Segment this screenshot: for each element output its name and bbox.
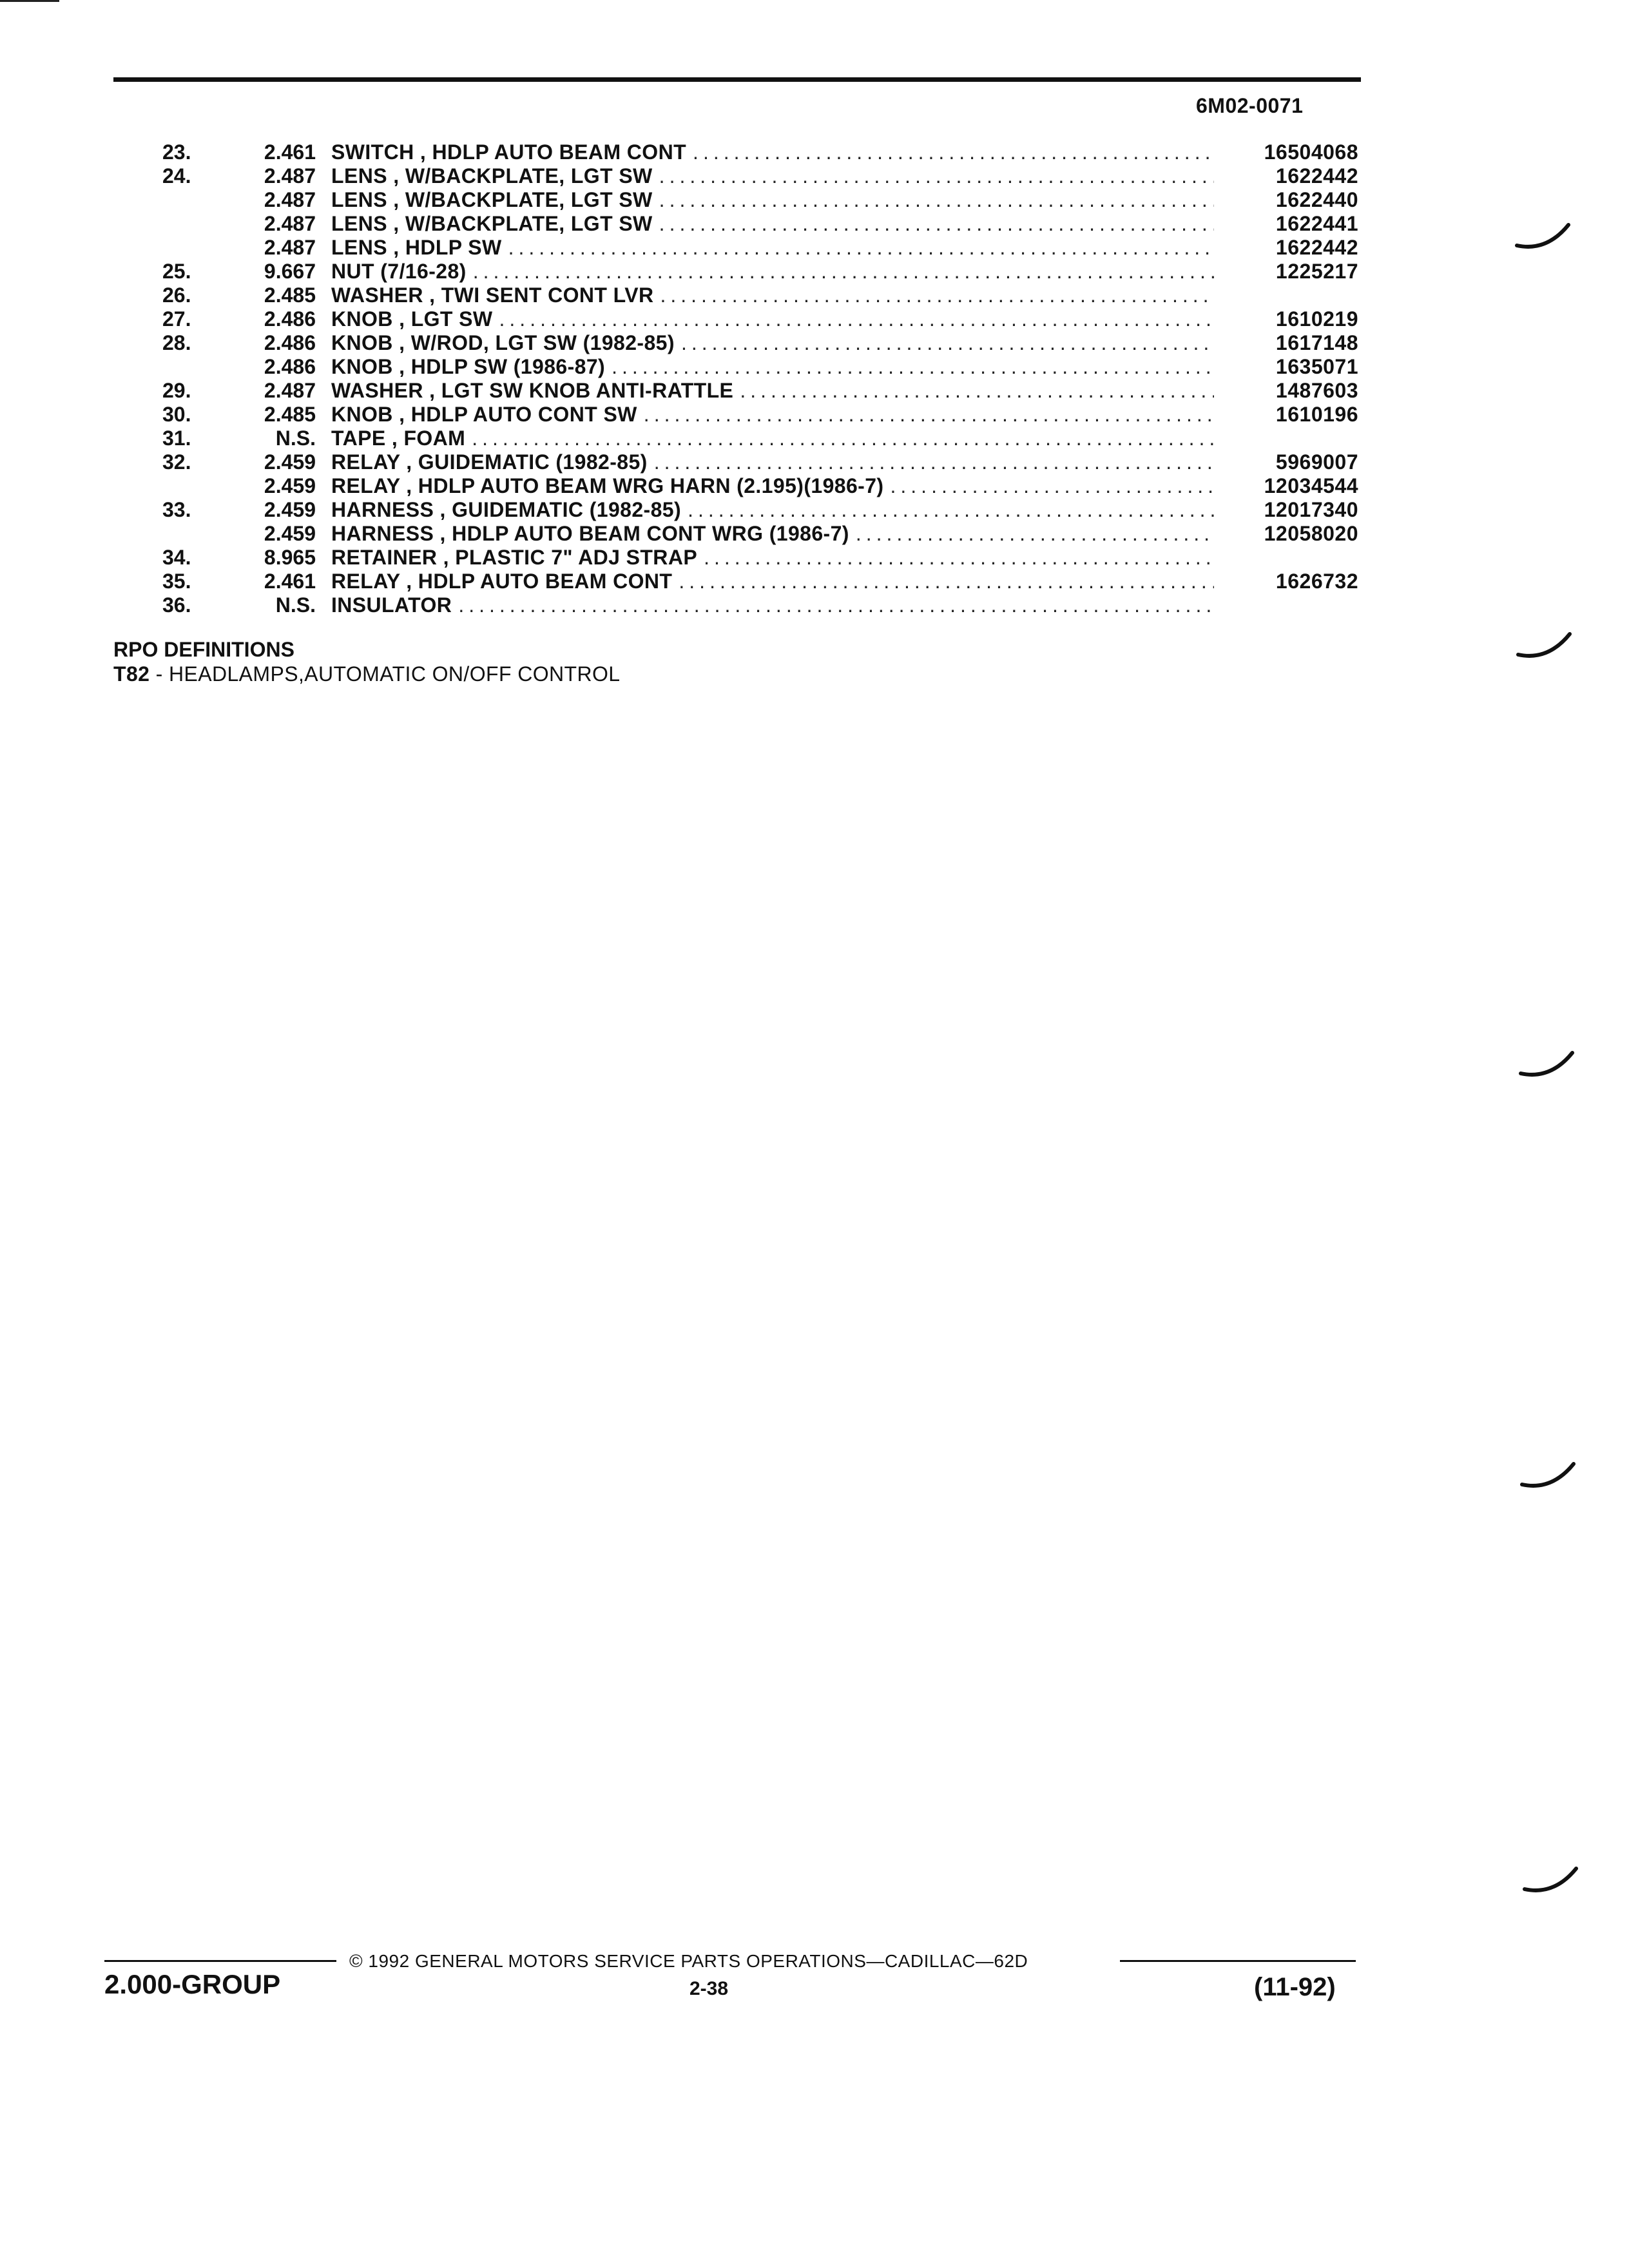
description-leader <box>331 284 1214 307</box>
part-number: 1622442 <box>1275 236 1358 259</box>
part-description: WASHER , TWI SENT CONT LVR <box>331 284 654 307</box>
description-leader <box>331 570 1214 593</box>
top-rule <box>113 77 1361 82</box>
part-row <box>0 522 1629 546</box>
illustration-ref: 8.965 <box>264 546 316 569</box>
part-description: KNOB , LGT SW <box>331 307 493 331</box>
illustration-ref: 2.461 <box>264 140 316 164</box>
part-description: SWITCH , HDLP AUTO BEAM CONT <box>331 140 687 164</box>
binder-tick-mark <box>1514 222 1572 251</box>
description-leader <box>331 307 1214 331</box>
part-row <box>0 307 1629 331</box>
item-number: 32. <box>162 450 191 474</box>
binder-tick-mark <box>1522 1866 1580 1894</box>
part-number: 12017340 <box>1264 498 1358 521</box>
rpo-definition <box>113 662 620 686</box>
part-row <box>0 331 1629 355</box>
part-description: HARNESS , HDLP AUTO BEAM CONT WRG (1986-7) <box>331 522 849 545</box>
footer-rule-left <box>104 1960 336 1962</box>
part-description: LENS , W/BACKPLATE, LGT SW <box>331 212 653 235</box>
part-row <box>0 212 1629 236</box>
description-leader <box>331 522 1214 546</box>
illustration-ref: 2.485 <box>264 403 316 426</box>
illustration-ref: 2.461 <box>264 570 316 593</box>
item-number: 34. <box>162 546 191 569</box>
part-row <box>0 546 1629 570</box>
part-number: 1622442 <box>1275 164 1358 187</box>
item-number: 23. <box>162 140 191 164</box>
part-row <box>0 593 1629 617</box>
part-description: WASHER , LGT SW KNOB ANTI-RATTLE <box>331 379 734 402</box>
part-row <box>0 355 1629 379</box>
illustration-ref: 9.667 <box>264 260 316 283</box>
illustration-ref: 2.486 <box>264 307 316 331</box>
illustration-ref: 2.487 <box>264 212 316 235</box>
part-row <box>0 164 1629 188</box>
part-row <box>0 236 1629 260</box>
description-leader <box>331 164 1214 188</box>
page-number: 2-38 <box>689 1978 729 1999</box>
part-row <box>0 188 1629 212</box>
part-row <box>0 260 1629 284</box>
part-number: 1617148 <box>1275 331 1358 354</box>
part-number: 1622441 <box>1275 212 1358 235</box>
description-leader <box>331 188 1214 212</box>
part-number: 1487603 <box>1275 379 1358 402</box>
part-row <box>0 403 1629 427</box>
part-row <box>0 450 1629 474</box>
part-description: NUT (7/16-28) <box>331 260 467 283</box>
part-description: LENS , W/BACKPLATE, LGT SW <box>331 188 653 211</box>
binder-tick-mark <box>1516 631 1574 660</box>
part-number: 1225217 <box>1275 260 1358 283</box>
illustration-ref: 2.459 <box>264 522 316 545</box>
rpo-code: T82 <box>113 662 150 686</box>
part-number: 1610196 <box>1275 403 1358 426</box>
description-leader <box>331 379 1214 403</box>
item-number: 31. <box>162 427 191 450</box>
part-row <box>0 379 1629 403</box>
part-row <box>0 284 1629 307</box>
part-description: HARNESS , GUIDEMATIC (1982-85) <box>331 498 682 521</box>
part-row <box>0 570 1629 593</box>
part-number: 16504068 <box>1264 140 1358 164</box>
illustration-ref: 2.459 <box>264 474 316 497</box>
description-leader <box>331 546 1214 570</box>
item-number: 25. <box>162 260 191 283</box>
illustration-ref: 2.459 <box>264 450 316 474</box>
illustration-ref: 2.485 <box>264 284 316 307</box>
parts-list <box>0 140 1629 617</box>
item-number: 28. <box>162 331 191 354</box>
item-number: 26. <box>162 284 191 307</box>
illustration-ref: 2.487 <box>264 164 316 187</box>
illustration-ref: 2.486 <box>264 331 316 354</box>
part-description: LENS , W/BACKPLATE, LGT SW <box>331 164 653 187</box>
illustration-ref: 2.487 <box>264 188 316 211</box>
illustration-ref: 2.486 <box>264 355 316 378</box>
part-description: RETAINER , PLASTIC 7" ADJ STRAP <box>331 546 698 569</box>
illustration-ref: N.S. <box>275 593 316 617</box>
part-number: 12058020 <box>1264 522 1358 545</box>
revision-date: (11-92) <box>1254 1973 1336 2001</box>
illustration-ref: 2.459 <box>264 498 316 521</box>
part-description: KNOB , HDLP AUTO CONT SW <box>331 403 637 426</box>
item-number: 24. <box>162 164 191 187</box>
description-leader <box>331 403 1214 427</box>
group-label: 2.000-GROUP <box>104 1969 281 1999</box>
item-number: 36. <box>162 593 191 617</box>
illustration-ref: N.S. <box>275 427 316 450</box>
description-leader <box>331 474 1214 498</box>
item-number: 35. <box>162 570 191 593</box>
part-row <box>0 498 1629 522</box>
copyright-notice: © 1992 GENERAL MOTORS SERVICE PARTS OPERATIONS—CADILLAC—62D <box>349 1951 1028 1971</box>
part-description: KNOB , HDLP SW (1986-87) <box>331 355 606 378</box>
part-description: KNOB , W/ROD, LGT SW (1982-85) <box>331 331 675 354</box>
footer-rule-right <box>1120 1960 1356 1962</box>
part-number: 1635071 <box>1275 355 1358 378</box>
description-leader <box>331 260 1214 284</box>
part-row <box>0 474 1629 498</box>
binder-tick-mark <box>1518 1050 1576 1079</box>
item-number: 29. <box>162 379 191 402</box>
corner-scan-mark <box>0 0 59 2</box>
description-leader <box>331 355 1214 379</box>
illustration-ref: 2.487 <box>264 379 316 402</box>
part-number: 1626732 <box>1275 570 1358 593</box>
item-number: 33. <box>162 498 191 521</box>
description-leader <box>331 236 1214 260</box>
description-leader <box>331 331 1214 355</box>
part-description: RELAY , HDLP AUTO BEAM CONT <box>331 570 673 593</box>
description-leader <box>331 427 1214 450</box>
description-leader <box>331 212 1214 236</box>
rpo-definition-text: - HEADLAMPS,AUTOMATIC ON/OFF CONTROL <box>149 662 621 686</box>
part-description: LENS , HDLP SW <box>331 236 502 259</box>
part-number: 12034544 <box>1264 474 1358 497</box>
binder-tick-mark <box>1519 1461 1577 1490</box>
part-description: RELAY , HDLP AUTO BEAM WRG HARN (2.195)(1986-7) <box>331 474 884 497</box>
part-row <box>0 427 1629 450</box>
part-number: 5969007 <box>1275 450 1358 474</box>
description-leader <box>331 140 1214 164</box>
part-number: 1622440 <box>1275 188 1358 211</box>
part-description: TAPE , FOAM <box>331 427 466 450</box>
item-number: 27. <box>162 307 191 331</box>
document-code: 6M02-0071 <box>1196 94 1304 117</box>
description-leader <box>331 593 1214 617</box>
part-description: INSULATOR <box>331 593 452 617</box>
rpo-heading: RPO DEFINITIONS <box>113 638 294 661</box>
part-row <box>0 140 1629 164</box>
part-description: RELAY , GUIDEMATIC (1982-85) <box>331 450 648 474</box>
illustration-ref: 2.487 <box>264 236 316 259</box>
part-number: 1610219 <box>1275 307 1358 331</box>
description-leader <box>331 498 1214 522</box>
description-leader <box>331 450 1214 474</box>
item-number: 30. <box>162 403 191 426</box>
